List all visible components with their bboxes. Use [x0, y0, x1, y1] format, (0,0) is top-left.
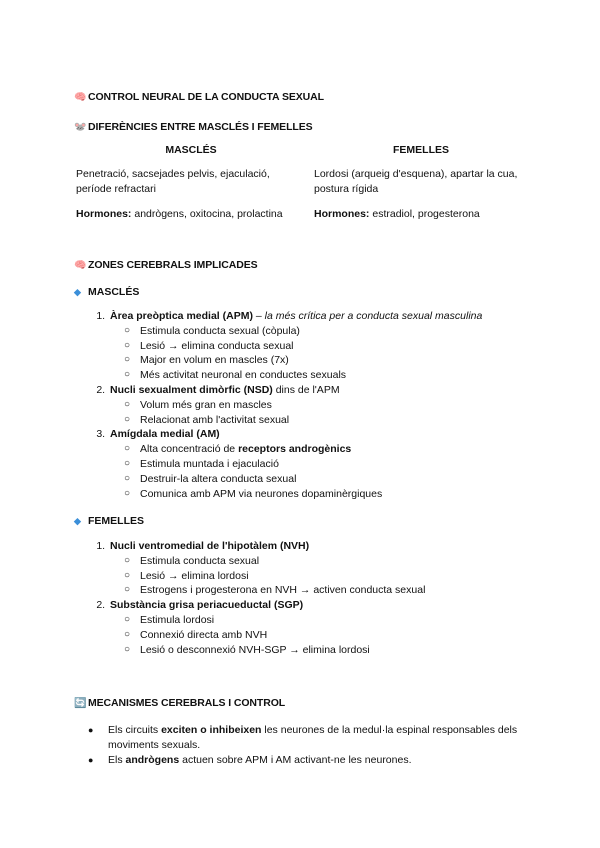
list-item: ○ Estimula conducta sexual (còpula): [124, 324, 300, 337]
brain-icon: 🧠: [74, 260, 87, 271]
diamond-icon: ◆: [74, 516, 81, 526]
document-title: 🧠 CONTROL NEURAL DE LA CONDUCTA SEXUAL: [74, 91, 324, 103]
brain-icon: 🧠: [74, 92, 87, 103]
table-row: [74, 203, 534, 228]
females-list: [74, 539, 534, 657]
list-item: ● Els circuits exciten o inhibeixen les neurones de la medul·la espinal responsables dels moviments sexuals.: [88, 724, 518, 751]
list-item: 3. Amígdala medial (AM) ○ Alta concentració de receptors androgènics ○ Estimula muntada i ejaculació ○ Destruir-la altera conducta sexual ○ Comunica amb APM via neurones dopaminèrgiques: [108, 427, 534, 501]
list-item: 1. Àrea preòptica medial (APM) – la més crítica per a conducta sexual masculina ○ Estimula conducta sexual (còpula) ○ Lesió → elimina conducta sexual ○ Major en volum en mascles (7x) ○ Més activitat neuronal en conductes sexuals: [108, 309, 534, 383]
list-item: ○ Lesió o desconnexió NVH-SGP → elimina lordosi: [124, 643, 370, 656]
section-heading-differences: 🐭 DIFERÈNCIES ENTRE MASCLÉS I FEMELLES: [74, 121, 313, 133]
list-item: 2. Nucli sexualment dimòrfic (NSD) dins de l'APM ○ Volum més gran en mascles ○ Relacionat amb l'activitat sexual: [108, 383, 534, 427]
section-heading-mechanisms: 🔄 MECANISMES CEREBRALS I CONTROL: [74, 697, 286, 709]
column-header-females: FEMELLES: [392, 144, 449, 156]
list-item: ● Els andrògens actuen sobre APM i AM activant-ne les neurones.: [88, 753, 412, 766]
table-cell: Hormones: andrògens, oxitocina, prolactina: [76, 208, 283, 220]
diamond-icon: ◆: [74, 287, 81, 297]
list-item: 1. Nucli ventromedial de l'hipotàlem (NVH) ○ Estimula conducta sexual ○ Lesió → elimina lordosi ○ Estrogens i progesterona en NVH → activen conducta sexual: [108, 539, 534, 598]
table-cell: Lordosi (arqueig d'esquena), apartar la cua, postura rígida: [314, 168, 518, 195]
subheading-males: ◆ MASCLÉS: [74, 286, 140, 298]
table-cell: Penetració, sacsejades pelvis, ejaculació, període refractari: [76, 168, 270, 195]
mechanisms-list: [74, 723, 544, 767]
list-item: ○ Lesió → elimina lordosi: [124, 569, 249, 582]
list-item: 2. Substància grisa periacueductal (SGP) ○ Estimula lordosi ○ Connexió directa amb NVH ○ Lesió o desconnexió NVH-SGP → elimina lordosi: [108, 598, 534, 657]
comparison-table: [74, 139, 534, 228]
list-item: ○ Estimula conducta sexual: [124, 554, 260, 567]
table-header-row: [74, 139, 534, 163]
cycle-icon: 🔄: [74, 698, 87, 709]
list-item: ○ Relacionat amb l'activitat sexual: [124, 413, 290, 426]
mouse-icon: 🐭: [74, 122, 87, 133]
list-item: ○ Major en volum en mascles (7x): [124, 354, 289, 367]
list-item: ○ Lesió → elimina conducta sexual: [124, 339, 294, 352]
list-item: ○ Estimula lordosi: [124, 613, 215, 626]
table-cell: Hormones: estradiol, progesterona: [314, 208, 480, 220]
list-item: ○ Estimula muntada i ejaculació: [124, 457, 279, 470]
column-header-males: MASCLÉS: [165, 144, 217, 156]
list-item: ○ Destruir-la altera conducta sexual: [124, 472, 297, 485]
list-item: ○ Volum més gran en mascles: [124, 398, 272, 411]
subheading-females: ◆ FEMELLES: [74, 515, 145, 527]
list-item: ○ Estrogens i progesterona en NVH → activen conducta sexual: [124, 584, 426, 597]
list-item: ○ Connexió directa amb NVH: [124, 628, 268, 641]
list-item: ○ Més activitat neuronal en conductes sexuals: [124, 369, 347, 382]
list-item: ○ Comunica amb APM via neurones dopaminèrgiques: [124, 487, 383, 500]
males-list: [74, 309, 534, 501]
list-item: ○ Alta concentració de receptors androgènics: [124, 443, 352, 456]
section-heading-zones: 🧠 ZONES CEREBRALS IMPLICADES: [74, 259, 258, 271]
table-row: [74, 163, 534, 203]
